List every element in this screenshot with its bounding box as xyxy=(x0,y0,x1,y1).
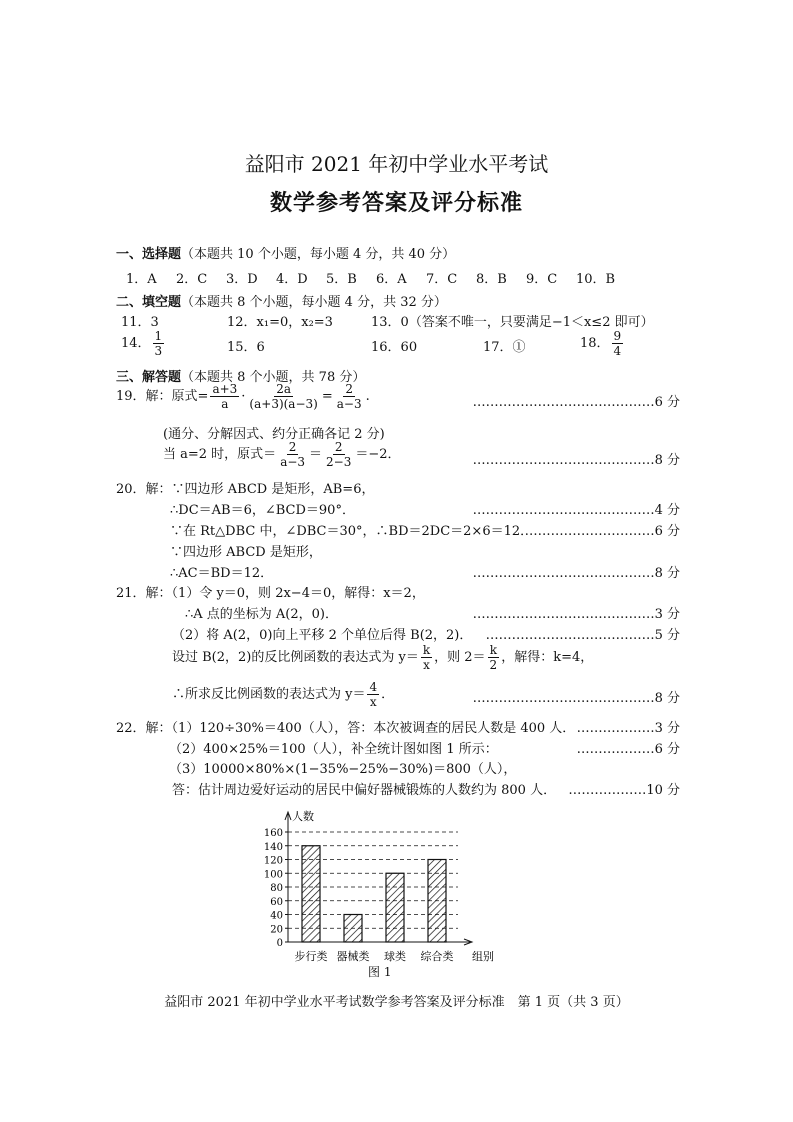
score-marker: ………………3 分 xyxy=(576,721,680,736)
mc-answer: 4．D xyxy=(276,272,308,287)
numerator: 2a xyxy=(276,382,292,396)
q21-line4-mid: ，则 2＝ xyxy=(434,650,486,665)
fill-answer-14 xyxy=(121,329,166,358)
mc-answer: 1．A xyxy=(126,272,157,287)
score-marker: ……………………………………4 分 xyxy=(472,503,680,518)
period: ． xyxy=(381,687,395,702)
numerator: 1 xyxy=(154,329,163,343)
x-tick-label: 球类 xyxy=(384,950,406,963)
section2-heading: 二、填空题 xyxy=(116,295,182,310)
q21-line3: （2）将 A(2，0)向上平移 2 个单位后得 B(2，2)． xyxy=(172,628,473,643)
y-tick-label: 20 xyxy=(270,924,283,936)
q22-line3: （3）10000×80%×(1−35%−25%−30%)＝800（人）， xyxy=(169,762,517,777)
page-footer: 益阳市 2021 年初中学业水平考试数学参考答案及评分标准 第 1 页（共 3 页） xyxy=(164,995,629,1010)
denominator: a−3 xyxy=(280,455,306,469)
page-title: 益阳市 2021 年初中学业水平考试 xyxy=(244,152,549,176)
x-tick-label: 器械类 xyxy=(336,950,370,963)
answer-prefix: 18． xyxy=(580,336,610,351)
bar xyxy=(428,860,446,943)
x-axis-label: 组别 xyxy=(472,950,494,963)
fill-answer-13: 13．0（答案不唯一，只要满足−1＜x≤2 即可） xyxy=(371,315,654,330)
score-marker: ………………6 分 xyxy=(576,742,680,757)
mc-answer: 8．B xyxy=(476,272,507,287)
denominator: 4 xyxy=(613,344,622,358)
fraction xyxy=(335,382,364,411)
bar xyxy=(344,915,362,943)
q20-line5: ∴AC＝BD＝12． xyxy=(170,566,274,581)
y-tick-label: 0 xyxy=(276,938,283,949)
score-marker: ……………………………………8 分 xyxy=(472,691,680,706)
fill-answer-12: 12．x₁=0，x₂=3 xyxy=(227,315,333,330)
answer-prefix: 14． xyxy=(121,336,151,351)
q21-line5-text: ∴所求反比例函数的表达式为 y＝ xyxy=(172,687,366,702)
fraction xyxy=(367,680,379,709)
y-tick-label: 120 xyxy=(263,855,283,867)
score-marker: …………………………6 分 xyxy=(524,524,680,539)
denominator: a−3 xyxy=(336,397,362,411)
denominator: 2 xyxy=(489,658,498,672)
q21-line4 xyxy=(172,643,593,672)
score-marker: ………………10 分 xyxy=(568,783,680,798)
fill-answer-16: 16．60 xyxy=(371,340,418,355)
bar xyxy=(302,846,320,942)
q22-line1: 22．解：（1）120÷30%＝400（人），答：本次被调查的居民人数是 400 人． xyxy=(116,721,576,736)
bar-chart xyxy=(240,806,500,986)
numerator: 2 xyxy=(334,440,343,454)
q20-line4: ∵四边形 ABCD 是矩形， xyxy=(170,545,322,560)
page-subtitle: 数学参考答案及评分标准 xyxy=(269,191,523,216)
q20-line2: ∴DC＝AB＝6，∠BCD＝90°． xyxy=(170,503,355,518)
bar xyxy=(386,873,404,942)
period: . xyxy=(365,389,370,404)
figure-caption: 图 1 xyxy=(368,965,392,979)
y-axis-label: 人数 xyxy=(292,810,314,823)
section1-header xyxy=(116,243,455,262)
section2-header xyxy=(116,291,447,310)
fraction xyxy=(247,382,319,411)
q19-line1: 19．解：原式= $\frac{a+3}{a}$ · $\frac{2a}{(a+3)(a-3)}$ = $\frac{2}{a-3}$ . xyxy=(116,382,370,411)
q21-line4-text: 设过 B(2，2)的反比例函数的表达式为 y＝ xyxy=(172,650,419,665)
section1-note: （本题共 10 个小题，每小题 4 分，共 40 分） xyxy=(181,247,456,262)
section1-heading: 一、选择题 xyxy=(116,247,182,262)
mc-answer: 9．C xyxy=(526,272,558,287)
x-tick-label: 步行类 xyxy=(294,950,328,963)
section3-note: （本题共 8 个小题，共 78 分） xyxy=(181,370,366,385)
score-marker: ……………………………………3 分 xyxy=(472,607,680,622)
fraction xyxy=(324,440,353,469)
numerator: k xyxy=(422,643,431,657)
numerator: 9 xyxy=(613,329,622,343)
section2-note: （本题共 8 个小题，每小题 4 分，共 32 分） xyxy=(181,295,447,310)
fill-answer-15: 15．6 xyxy=(227,340,265,355)
fill-answer-17: 17．① xyxy=(483,340,526,355)
y-tick-label: 160 xyxy=(263,828,283,839)
q19-result: ＝−2． xyxy=(355,447,401,462)
y-tick-label: 60 xyxy=(270,896,283,908)
fraction xyxy=(488,643,500,672)
score-marker: …………………………………5 分 xyxy=(485,628,680,643)
score-marker: ……………………………………6 分 xyxy=(472,395,680,410)
mc-answer: 6．A xyxy=(376,272,407,287)
mc-answer: 2．C xyxy=(176,272,208,287)
denominator: x xyxy=(423,658,430,672)
numerator: k xyxy=(489,643,497,657)
mc-answer: 5．B xyxy=(326,272,357,287)
q19-line3-text: 当 a=2 时，原式＝ xyxy=(163,447,277,462)
y-tick-label: 140 xyxy=(263,841,283,853)
fill-answer-18 xyxy=(580,329,625,358)
denominator: x xyxy=(369,695,377,709)
score-marker: ……………………………………8 分 xyxy=(472,566,680,581)
fraction xyxy=(278,440,307,469)
q19-line3: 当 a=2 时，原式＝ $\frac{2}{a-3}$ ＝ $\frac{2}{2-3}$ ＝−2． xyxy=(163,440,401,469)
mc-answer: 10．B xyxy=(576,272,616,287)
y-tick-label: 80 xyxy=(270,883,283,894)
mc-answer: 7．C xyxy=(426,272,458,287)
numerator: a+3 xyxy=(212,382,238,396)
q21-line5 xyxy=(172,680,394,709)
numerator: 4 xyxy=(369,680,378,694)
section1-answers xyxy=(126,268,626,287)
q21-line4-end: ，解得：k=4， xyxy=(501,650,594,665)
q20-line1: 20．解：∵四边形 ABCD 是矩形，AB=6， xyxy=(116,482,375,497)
denominator: a xyxy=(221,397,229,411)
mc-answer: 3．D xyxy=(226,272,258,287)
q22-line2: （2）400×25%＝100（人），补全统计图如图 1 所示： xyxy=(169,742,498,757)
x-tick-label: 综合类 xyxy=(420,950,454,963)
fraction xyxy=(612,329,624,358)
fraction xyxy=(421,643,432,672)
y-tick-label: 100 xyxy=(263,869,283,881)
fraction xyxy=(210,382,239,411)
q20-line3: ∵在 Rt△DBC 中，∠DBC＝30°，∴BD＝2DC＝2×6＝12． xyxy=(170,524,534,539)
numerator: 2 xyxy=(345,382,353,396)
q21-line2: ∴A 点的坐标为 A(2，0)． xyxy=(185,607,338,622)
score-marker: ……………………………………8 分 xyxy=(472,453,680,468)
denominator: 3 xyxy=(154,344,163,358)
denominator: (a+3)(a−3) xyxy=(249,397,318,411)
q21-line1: 21．解：（1）令 y＝0，则 2x−4＝0，解得：x＝2， xyxy=(116,586,425,601)
fill-answer-11: 11．3 xyxy=(121,315,159,330)
denominator: 2−3 xyxy=(326,455,352,469)
q19-label: 19．解：原式= xyxy=(116,389,209,404)
q22-line4: 答：估计周边爱好运动的居民中偏好器械锻炼的人数约为 800 人． xyxy=(172,783,557,798)
equals: = xyxy=(321,389,333,404)
numerator: 2 xyxy=(288,440,297,454)
fraction xyxy=(153,329,165,358)
q19-note: (通分、分解因式、约分正确各记 2 分) xyxy=(163,427,385,442)
y-tick-label: 40 xyxy=(270,910,283,922)
section3-heading: 三、解答题 xyxy=(116,370,182,385)
